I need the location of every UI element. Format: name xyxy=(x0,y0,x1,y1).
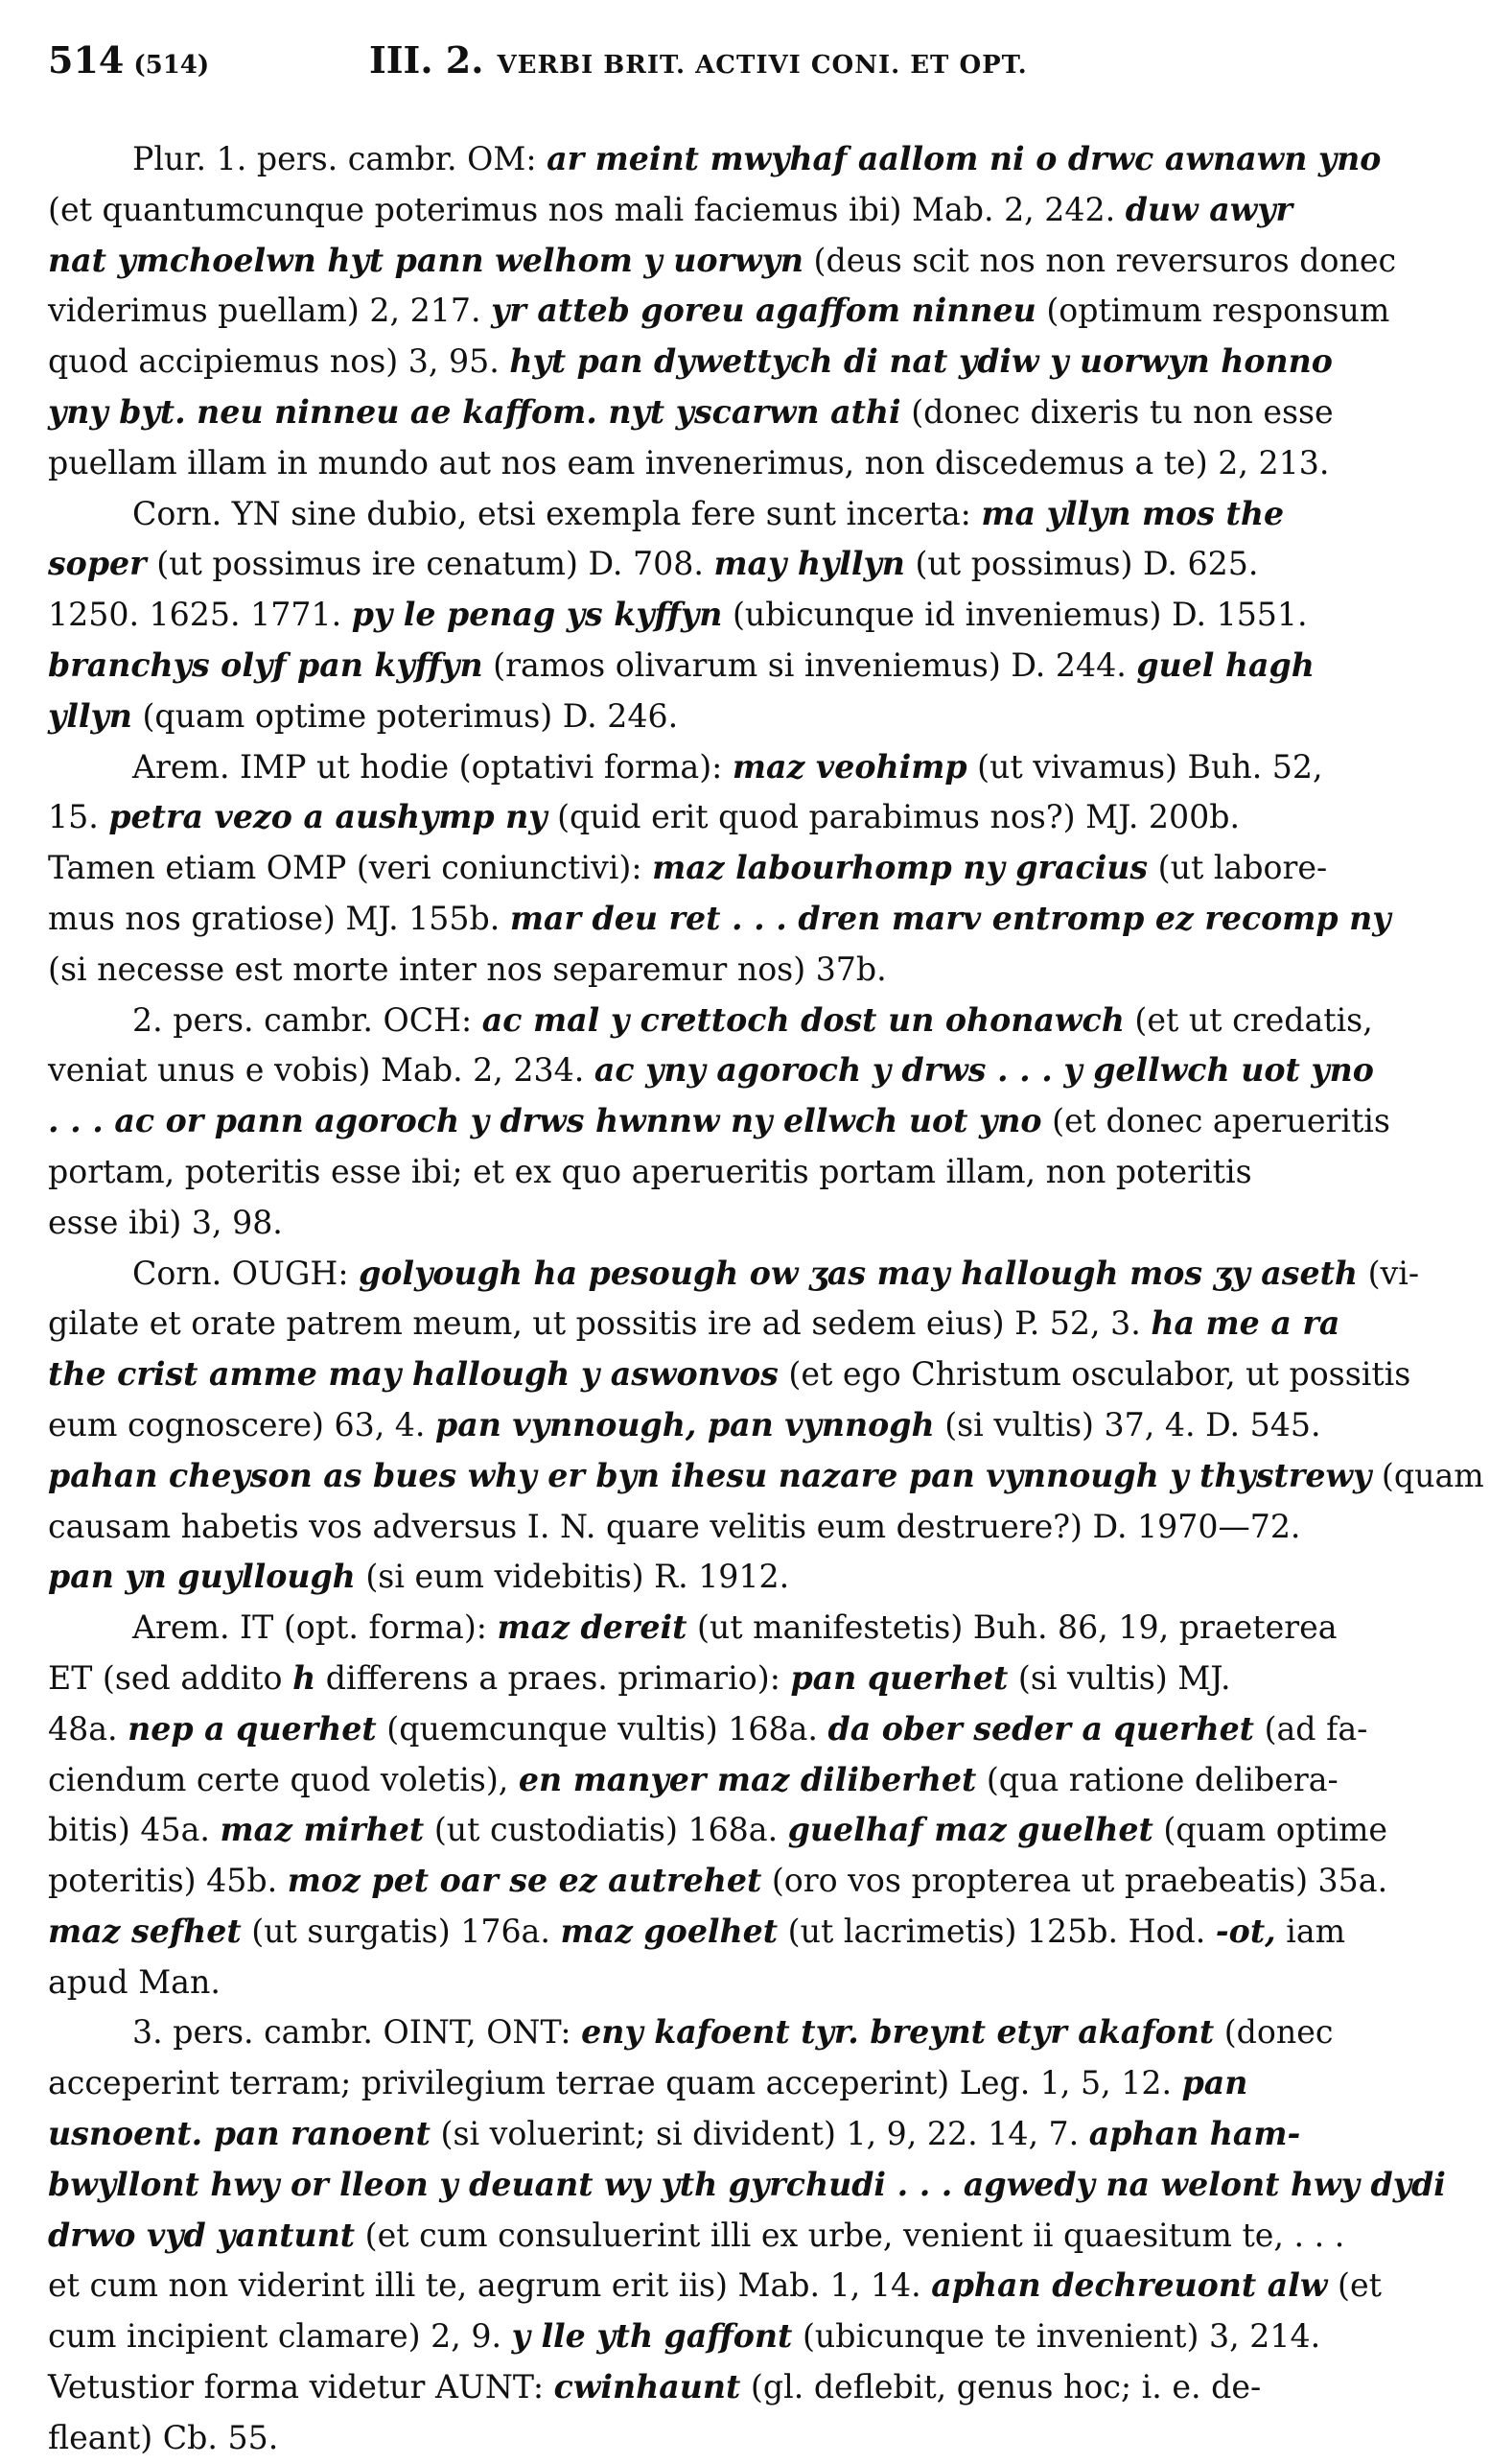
latin-text: esse ibi) 3, 98. xyxy=(48,1203,283,1241)
text-line xyxy=(48,843,1457,894)
citation-text: drwo vyd yantunt xyxy=(48,2216,356,2254)
latin-text: (quam xyxy=(1371,1456,1484,1494)
page-number: 514 xyxy=(48,38,125,82)
latin-text: 3. pers. cambr. OINT, ONT: xyxy=(132,2013,582,2052)
citation-text: maz mirhet xyxy=(220,1811,425,1849)
latin-text: (si vultis) 37, 4. D. 545. xyxy=(934,1405,1321,1443)
latin-text: cum incipient clamare) 2, 9. xyxy=(48,2317,512,2356)
text-body xyxy=(48,134,1484,2464)
citation-text: pan querhet xyxy=(790,1658,1009,1697)
citation-text: moz pet oar se ez autrehet xyxy=(287,1862,762,1900)
text-line xyxy=(48,1552,1457,1603)
citation-text: pan yn guyllough xyxy=(48,1558,356,1596)
latin-text: et cum non viderint illi te, aegrum erit iis) Mab. 1, 14. xyxy=(48,2266,932,2305)
citation-text: maz veohimp xyxy=(732,747,967,786)
text-line xyxy=(48,185,1457,236)
latin-text: 15. xyxy=(48,798,109,836)
text-line xyxy=(48,1755,1457,1806)
latin-text: (ut possimus) D. 625. xyxy=(904,545,1259,583)
latin-text: (et xyxy=(1327,2266,1382,2305)
text-line xyxy=(48,1603,1457,1654)
latin-text: fleant) Cb. 55. xyxy=(48,2418,279,2456)
text-line xyxy=(48,387,1457,438)
citation-text: ac yny agoroch y drws . . . y gellwch uot yno xyxy=(594,1051,1374,1090)
latin-text: (si vultis) MJ. xyxy=(1008,1658,1231,1697)
citation-text: the crist amme may hallough y aswonvos xyxy=(48,1355,779,1394)
citation-text: may hyllyn xyxy=(713,545,905,583)
latin-text: (ubicunque te invenient) 3, 214. xyxy=(792,2317,1321,2356)
citation-text: maz dereit xyxy=(497,1608,687,1647)
latin-text: (qua ratione delibera- xyxy=(976,1760,1339,1798)
citation-text: golyough ha pesough ow ʒas may hallough mos ʒy aseth xyxy=(359,1254,1359,1292)
text-line xyxy=(48,2109,1457,2160)
citation-text: aphan ham- xyxy=(1088,2115,1301,2153)
latin-text: 1250. 1625. 1771. xyxy=(48,596,352,634)
latin-text: (si necesse est morte inter nos separemur nos) 37b. xyxy=(48,950,887,988)
citation-text: pan vynnough, pan vynnogh xyxy=(435,1405,935,1443)
latin-text: veniat unus e vobis) Mab. 2, 234. xyxy=(48,1051,594,1090)
latin-text: (ut vivamus) Buh. 52, xyxy=(966,747,1323,786)
latin-text: eum cognoscere) 63, 4. xyxy=(48,1405,436,1443)
book-page xyxy=(48,38,1484,2464)
latin-text: (quam optime xyxy=(1152,1811,1388,1849)
running-title-block xyxy=(369,38,1028,82)
latin-text: (et ut credatis, xyxy=(1124,1000,1373,1039)
citation-text: ha me a ra xyxy=(1151,1304,1340,1343)
citation-text: ma yllyn mos the xyxy=(981,494,1285,532)
citation-text: ar meint mwyhaf aallom ni o drwc awnawn yno xyxy=(547,140,1382,177)
citation-text: yllyn xyxy=(48,696,132,735)
text-line xyxy=(48,539,1457,590)
text-line xyxy=(48,996,1457,1046)
text-line xyxy=(48,489,1457,540)
latin-text: (ramos olivarum si inveniemus) D. 244. xyxy=(482,645,1137,684)
citation-text: maz sefhet xyxy=(48,1912,242,1950)
latin-text: Vetustior forma videtur AUNT: xyxy=(48,2368,554,2406)
latin-text: (quam optime poterimus) D. 246. xyxy=(131,696,679,735)
latin-text: ET (sed addito xyxy=(48,1658,293,1697)
latin-text: gilate et orate patrem meum, ut possitis ire ad sedem eius) P. 52, 3. xyxy=(48,1304,1152,1343)
text-line xyxy=(48,1400,1457,1451)
citation-text: bwyllont hwy or lleon y deuant wy yth gyrchudi . . . agwedy na welont hwy dydi xyxy=(48,2165,1446,2203)
text-line xyxy=(48,438,1457,489)
section-number: III. 2. xyxy=(369,38,484,82)
citation-text: ac mal y crettoch dost un ohonawch xyxy=(481,1000,1125,1039)
citation-text: guel hagh xyxy=(1136,645,1315,684)
latin-text: (si voluerint; si divident) 1, 9, 22. 14, 7. xyxy=(430,2115,1089,2153)
citation-text: pahan cheyson as bues why er byn ihesu nazare pan vynnough y thystrewy xyxy=(48,1456,1372,1494)
text-line xyxy=(48,1502,1457,1553)
text-line xyxy=(48,1096,1457,1147)
page-number-block xyxy=(48,38,209,82)
latin-text: mus nos gratiose) MJ. 155b. xyxy=(48,899,510,937)
citation-text: guelhaf maz guelhet xyxy=(787,1811,1153,1849)
text-line xyxy=(48,1958,1457,2008)
text-line xyxy=(48,2261,1457,2311)
latin-text: bitis) 45a. xyxy=(48,1811,221,1849)
citation-text: en manyer maz diliberhet xyxy=(518,1760,977,1798)
latin-text: (donec dixeris tu non esse xyxy=(900,392,1334,431)
latin-text: (deus scit nos non reversuros donec xyxy=(803,241,1397,279)
latin-text: (quemcunque vultis) 168a. xyxy=(376,1709,828,1748)
text-line xyxy=(48,134,1457,185)
latin-text: Arem. IMP ut hodie (optativi forma): xyxy=(132,747,733,786)
running-header xyxy=(48,38,1457,106)
citation-text: pan xyxy=(1181,2064,1248,2102)
citation-text: maz labourhomp ny gracius xyxy=(652,849,1149,887)
latin-text: (ut labore- xyxy=(1148,849,1328,887)
latin-text: Corn. OUGH: xyxy=(132,1254,360,1292)
text-line xyxy=(48,1856,1457,1907)
text-line xyxy=(48,1349,1457,1400)
text-line xyxy=(48,1805,1457,1856)
latin-text: (si eum videbitis) R. 1912. xyxy=(355,1558,790,1596)
text-line xyxy=(48,2413,1457,2464)
citation-text: da ober seder a querhet xyxy=(827,1709,1255,1748)
latin-text: (vi- xyxy=(1358,1254,1420,1292)
text-line xyxy=(48,286,1457,337)
running-title: VERBI BRIT. ACTIVI CONI. ET OPT. xyxy=(497,51,1028,80)
page-reference: (514) xyxy=(133,51,210,80)
latin-text: differens a praes. primario): xyxy=(315,1658,791,1697)
text-line xyxy=(48,1198,1457,1249)
text-line xyxy=(48,1045,1457,1096)
text-line xyxy=(48,945,1457,996)
text-line xyxy=(48,2362,1457,2413)
citation-text: . . . ac or pann agoroch y drws hwnnw ny ellwch uot yno xyxy=(48,1102,1042,1140)
citation-text: nat ymchoelwn hyt pann welhom y uorwyn xyxy=(48,241,803,279)
citation-text: petra vezo a aushymp ny xyxy=(108,798,547,836)
text-line xyxy=(48,1907,1457,1958)
text-line xyxy=(48,894,1457,945)
text-line xyxy=(48,1654,1457,1704)
citation-text: nep a querhet xyxy=(128,1709,377,1748)
latin-text: (ut manifestetis) Buh. 86, 19, praeterea xyxy=(687,1608,1338,1647)
latin-text: (gl. deflebit, genus hoc; i. e. de- xyxy=(740,2368,1262,2406)
latin-text: 2. pers. cambr. OCH: xyxy=(132,1000,482,1039)
latin-text: Plur. 1. pers. cambr. OM: xyxy=(132,140,547,177)
latin-text: (quid erit quod parabimus nos?) MJ. 200b. xyxy=(547,798,1241,836)
text-line xyxy=(48,1299,1457,1349)
latin-text: 48a. xyxy=(48,1709,128,1748)
latin-text: apud Man. xyxy=(48,1962,221,2001)
latin-text: (et ego Christum osculabor, ut possitis xyxy=(778,1355,1411,1394)
text-line xyxy=(48,236,1457,287)
latin-text: (et cum consuluerint illi ex urbe, venient ii quaesitum te, . . . xyxy=(355,2216,1345,2254)
latin-text: (et donec aperueritis xyxy=(1041,1102,1390,1140)
text-line xyxy=(48,2058,1457,2109)
citation-text: branchys olyf pan kyffyn xyxy=(48,645,483,684)
citation-text: usnoent. pan ranoent xyxy=(48,2115,431,2153)
citation-text: -ot, xyxy=(1215,1912,1276,1950)
latin-text: acceperint terram; privilegium terrae quam acceperint) Leg. 1, 5, 12. xyxy=(48,2064,1182,2102)
latin-text: iam xyxy=(1275,1912,1346,1950)
citation-text: maz goelhet xyxy=(560,1912,779,1950)
citation-text: aphan dechreuont alw xyxy=(931,2266,1328,2305)
text-line xyxy=(48,792,1457,843)
text-line xyxy=(48,337,1457,387)
latin-text: (ut custodiatis) 168a. xyxy=(424,1811,788,1849)
latin-text: poteritis) 45b. xyxy=(48,1862,288,1900)
latin-text: (ut lacrimetis) 125b. Hod. xyxy=(778,1912,1216,1950)
latin-text: (donec xyxy=(1214,2013,1334,2052)
citation-text: h xyxy=(292,1658,316,1697)
text-line xyxy=(48,641,1457,692)
citation-text: soper xyxy=(48,545,147,583)
citation-text: yr atteb goreu agaffom ninneu xyxy=(491,292,1036,330)
citation-text: py le penag ys kyffyn xyxy=(351,596,723,634)
latin-text: causam habetis vos adversus I. N. quare velitis eum destruere?) D. 1970—72. xyxy=(48,1507,1301,1545)
text-line xyxy=(48,2211,1457,2262)
citation-text: y lle yth gaffont xyxy=(511,2317,793,2356)
latin-text: puellam illam in mundo aut nos eam invenerimus, non discedemus a te) 2, 213. xyxy=(48,443,1330,481)
text-line xyxy=(48,1704,1457,1755)
text-line xyxy=(48,1451,1484,1502)
text-line xyxy=(48,2160,1457,2211)
latin-text: ciendum certe quod voletis), xyxy=(48,1760,519,1798)
latin-text: portam, poteritis esse ibi; et ex quo aperueritis portam illam, non poteritis xyxy=(48,1152,1252,1190)
text-line xyxy=(48,2311,1457,2362)
latin-text: (ut possimus ire cenatum) D. 708. xyxy=(146,545,714,583)
latin-text: Tamen etiam OMP (veri coniunctivi): xyxy=(48,849,653,887)
latin-text: Arem. IT (opt. forma): xyxy=(132,1608,498,1647)
citation-text: hyt pan dywettych di nat ydiw y uorwyn honno xyxy=(509,342,1333,381)
latin-text: (ubicunque id inveniemus) D. 1551. xyxy=(722,596,1308,634)
citation-text: duw awyr xyxy=(1125,190,1293,228)
latin-text: (et quantumcunque poterimus nos mali faciemus ibi) Mab. 2, 242. xyxy=(48,190,1126,228)
latin-text: (ut surgatis) 176a. xyxy=(241,1912,561,1950)
text-line xyxy=(48,590,1457,641)
latin-text: (ad fa- xyxy=(1254,1709,1368,1748)
text-line xyxy=(48,1249,1457,1300)
citation-text: yny byt. neu ninneu ae kaffom. nyt yscarwn athi xyxy=(48,392,901,431)
citation-text: mar deu ret . . . dren marv entromp ez recomp ny xyxy=(509,899,1391,937)
latin-text: viderimus puellam) 2, 217. xyxy=(48,292,492,330)
text-line xyxy=(48,742,1457,793)
text-line xyxy=(48,2007,1457,2058)
latin-text: (optimum responsum xyxy=(1036,292,1390,330)
latin-text: Corn. YN sine dubio, etsi exempla fere sunt incerta: xyxy=(132,494,982,532)
text-line xyxy=(48,1147,1457,1198)
text-line xyxy=(48,692,1457,742)
citation-text: cwinhaunt xyxy=(553,2368,741,2406)
latin-text: (oro vos propterea ut praebeatis) 35a. xyxy=(761,1862,1388,1900)
latin-text: quod accipiemus nos) 3, 95. xyxy=(48,342,510,381)
citation-text: eny kafoent tyr. breynt etyr akafont xyxy=(581,2013,1215,2052)
